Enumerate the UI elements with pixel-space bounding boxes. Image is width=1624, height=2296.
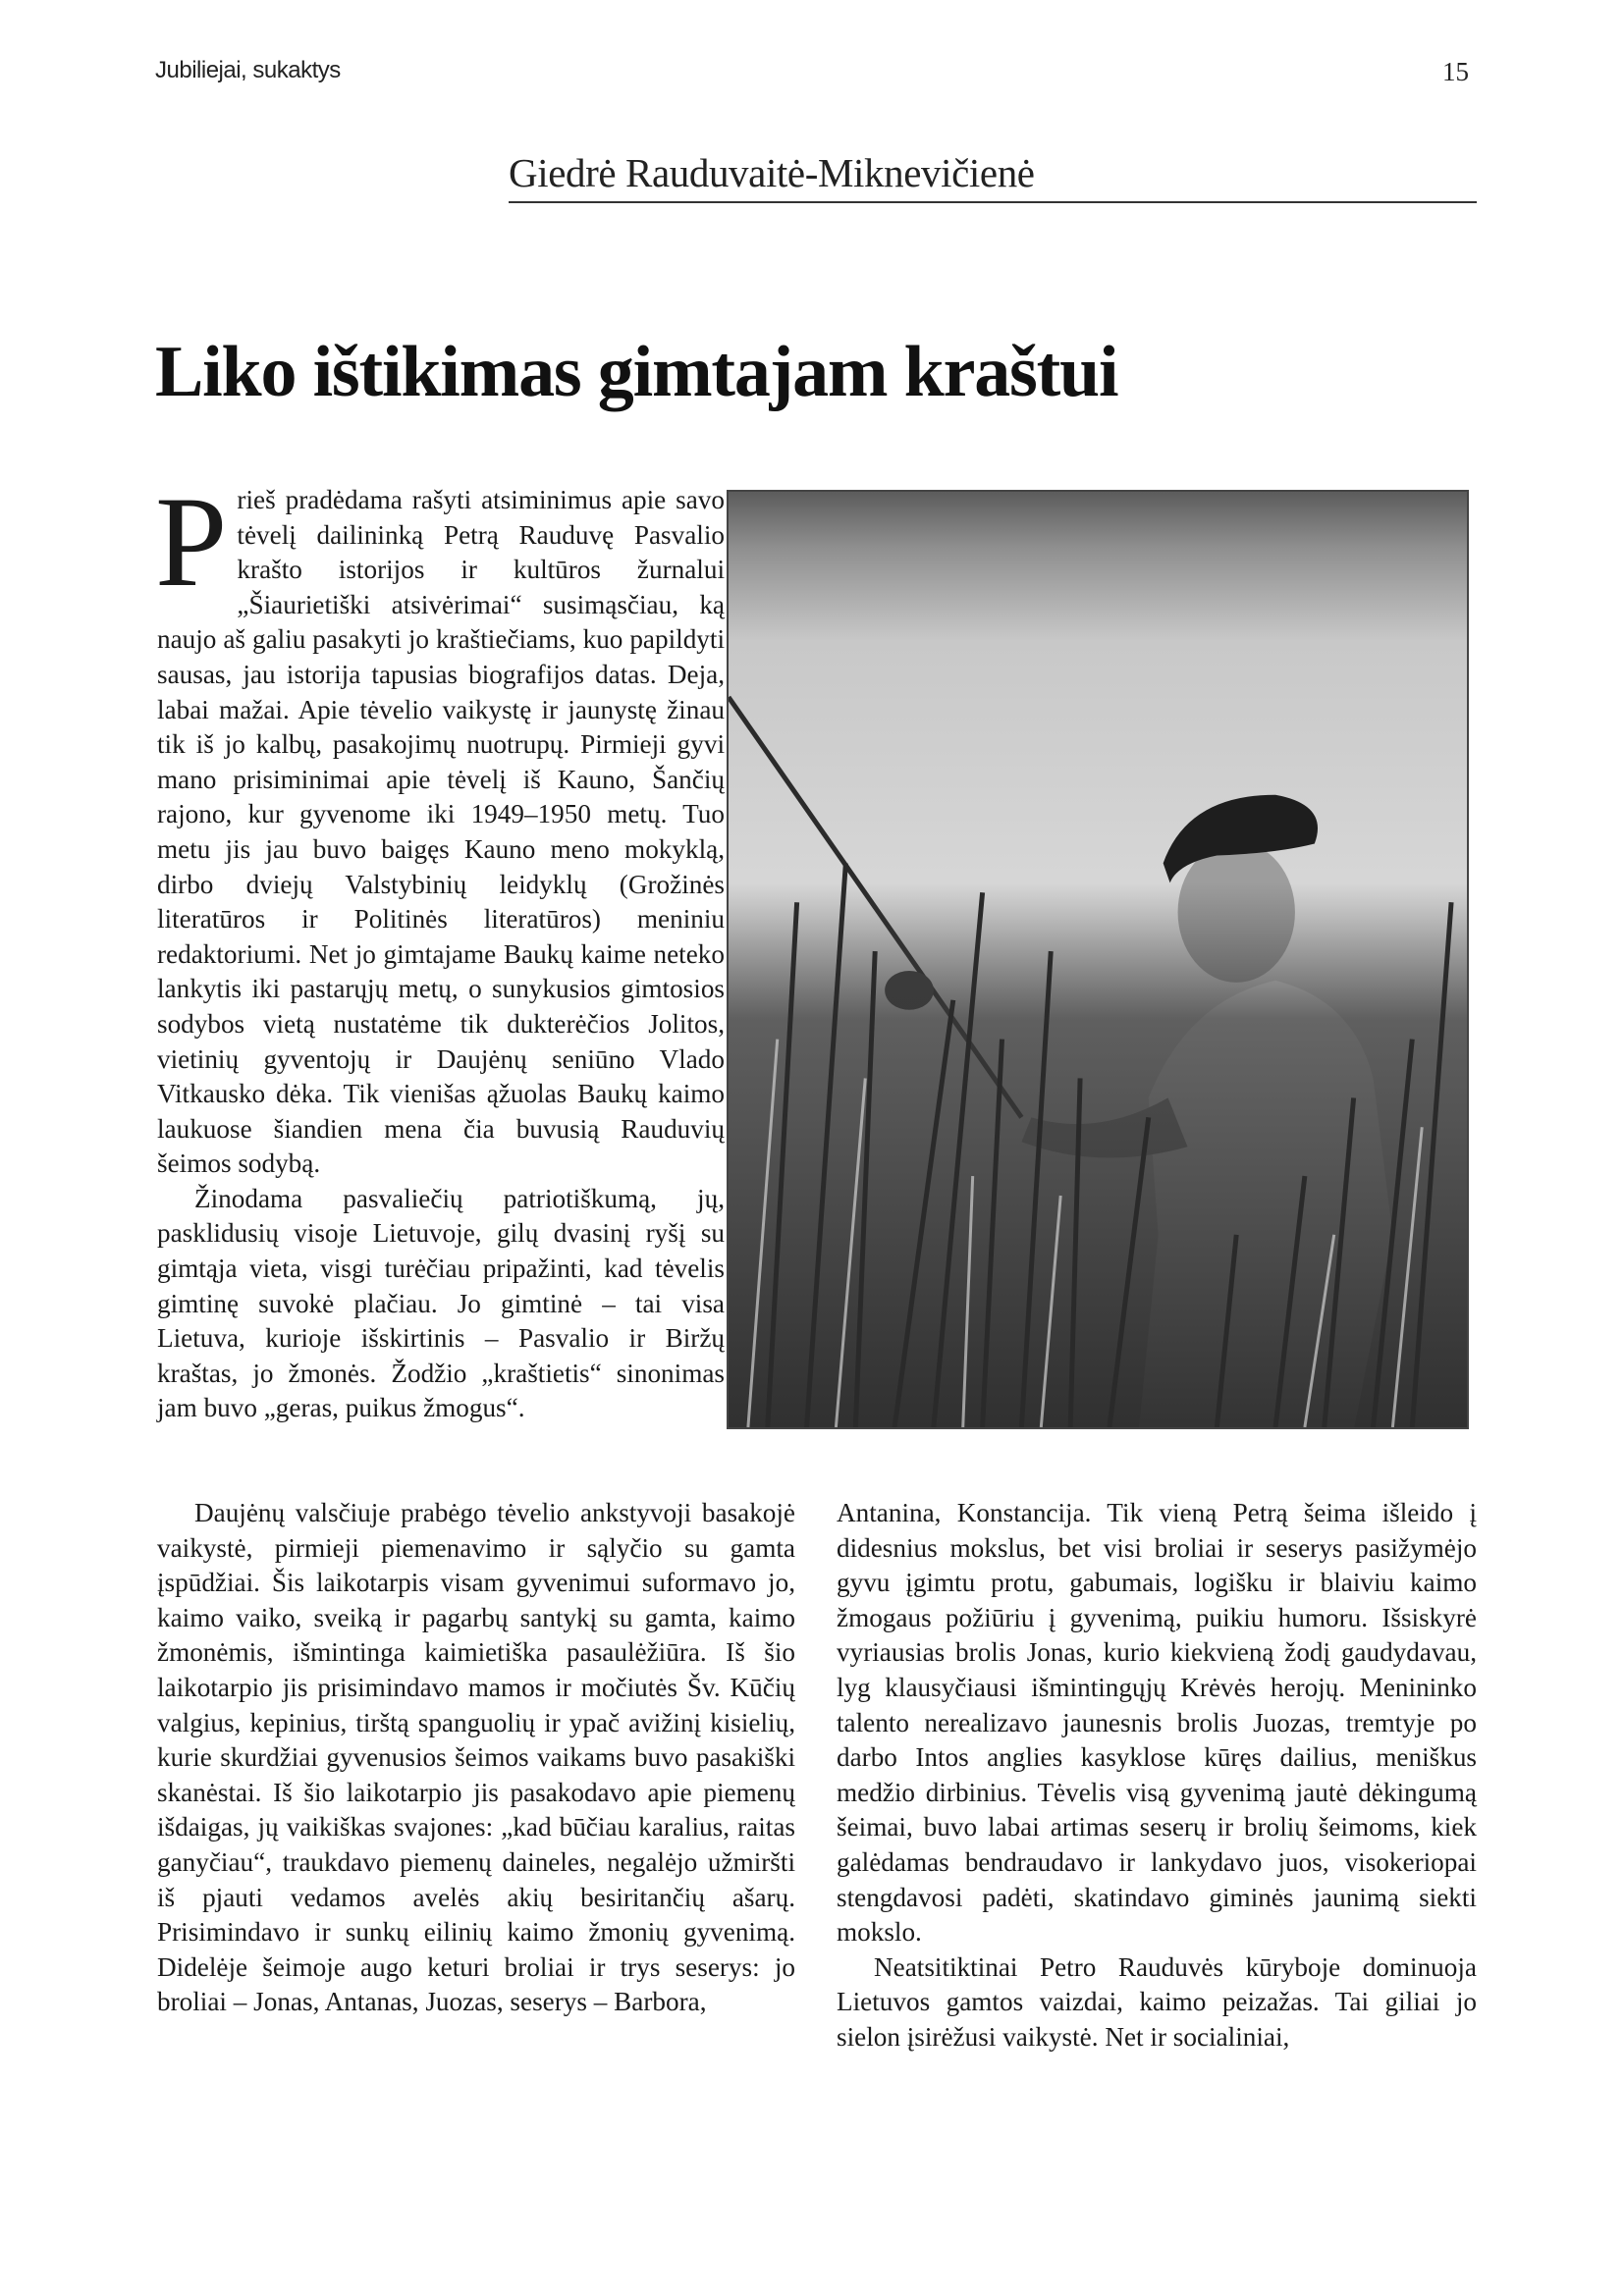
right-column-bottom bbox=[837, 1496, 1477, 2056]
paragraph-2: Žinodama pasvaliečių patriotiškumą, jų, pasklidusių visoje Lietuvoje, gilų dvasinį ryšį su gimtąja vieta, visgi turėčiau pripažinti, kad tėvelis gimtinę suvokė plačiau. Jo gimtinė – tai visa Lietuva, kurioje išskirtinis – Pasvalio ir Biržų kraštas, jo žmonės. Žodžio „kraštietis“ sinonimas jam buvo „geras, puikus žmogus“. bbox=[157, 1183, 725, 1423]
left-column-bottom bbox=[157, 1496, 795, 2020]
article-title: Liko ištikimas gimtajam kraštui bbox=[155, 331, 1118, 412]
paragraph-3-continued: Antanina, Konstancija. Tik vieną Petrą šeima išleido į didesnius mokslus, bet visi broliai ir seserys pasižymėjo gyvu įgimtu protu, gabumais, logišku ir blaiviu kaimo žmogaus požiūriu į gyvenimą, puikiu humoru. Išsiskyrė vyriausias brolis Jonas, kurio kiekvieną žodį gaudydavau, lyg klausyčiausi išmintingųjų Krėvės herojų. Menininko talento nerealizavo jaunesnis brolis Juozas, tremtyje po darbo Intos anglies kasyklose kūręs dailius, meniškus medžio dirbinius. Tėvelis visą gyvenimą jautė dėkingumą šeimai, buvo labai artimas seserų ir brolių šeimoms, kiek galėdamas bendraudavo ir lankydavo juos, visokeriopai stengdavosi padėti, skatindavo giminės jaunimą siekti mokslo. bbox=[837, 1498, 1477, 1948]
paragraph-1 bbox=[155, 469, 725, 1182]
photo-illustration bbox=[729, 492, 1467, 1427]
page-number: 15 bbox=[1442, 57, 1469, 86]
paragraph-4: Neatsitiktinai Petro Rauduvės kūryboje dominuoja Lietuvos gamtos vaizdai, kaimo peizažas. Tai giliai jo sielon įsirėžusi vaikystė. Net ir socialiniai, bbox=[837, 1951, 1477, 2052]
paragraph-1-text: rieš pradėdama rašyti atsiminimus apie savo tėvelį dailininką Petrą Rauduvę Pasvalio krašto istorijos ir kultūros žurnalui „Šiaurietiški atsivėrimai“ susimąsčiau, ką naujo aš galiu pasakyti jo kraštiečiams, kuo papildyti sausas, jau istorija tapusias biografijos datas. Deja, labai mažai. Apie tėvelio vaikystę ir jaunystę žinau tik iš jo kalbų, pasakojimų nuotrupų. Pirmieji gyvi mano prisiminimai apie tėvelį iš Kauno, Šančių rajono, kur gyvenome iki 1949–1950 metų. Tuo metu jis jau buvo baigęs Kauno meno mokyklą, dirbo dviejų Valstybinių leidyklų (Grožinės literatūros ir Politinės literatūros) meniniu redaktoriumi. Net jo gimtajame Baukų kaime neteko lankytis iki pastarųjų metų, o sunykusios gimtosios sodybos vietą nustatėme tik dukterėčios Jolitos, vietinių gyventojų ir Daujėnų seniūno Vlado Vitkausko dėka. Tik vienišas ąžuolas Baukų kaimo laukuose šiandien mena čia buvusią Rauduvių šeimos sodybą. bbox=[157, 485, 725, 1179]
left-column-top bbox=[155, 469, 725, 1426]
author-underline-rule bbox=[509, 201, 1477, 203]
running-head-section: Jubiliejai, sukaktys bbox=[155, 57, 341, 83]
paragraph-3: Daujėnų valsčiuje prabėgo tėvelio ankstyvoji basakojė vaikystė, pirmieji piemenavimo ir sąlyčio su gamta įspūdžiai. Šis laikotarpis visam gyvenimui suformavo jo, kaimo vaiko, sveiką ir pagarbų santykį su gamta, kaimo žmonėmis, išmintinga kaimietiška pasaulėžiūra. Iš šio laikotarpio jis prisimindavo mamos ir močiutės Šv. Kūčių valgius, kepinius, tirštą spanguolių ir ypač avižinį kisielių, kurie skurdžiai gyvenusios šeimos vaikams buvo pasakiški skanėstai. Iš šio laikotarpio jis pasakodavo apie piemenų išdaigas, jų vaikiškas svajones: „kad būčiau karalius, raitas ganyčiau“, traukdavo piemenų daineles, negalėjo užmiršti iš pjauti vedamos avelės akių besiritančių ašarų. Prisimindavo ir sunkų eilinių kaimo žmonių gyvenimą. Didelėje šeimoje augo keturi broliai ir trys seserys: jo broliai – Jonas, Antanas, Juozas, seserys – Barbora, bbox=[157, 1498, 795, 2017]
drop-cap: P bbox=[155, 469, 228, 614]
article-author: Giedrė Rauduvaitė-Miknevičienė bbox=[509, 150, 1035, 195]
photo-fisherman-in-reeds bbox=[727, 490, 1469, 1429]
